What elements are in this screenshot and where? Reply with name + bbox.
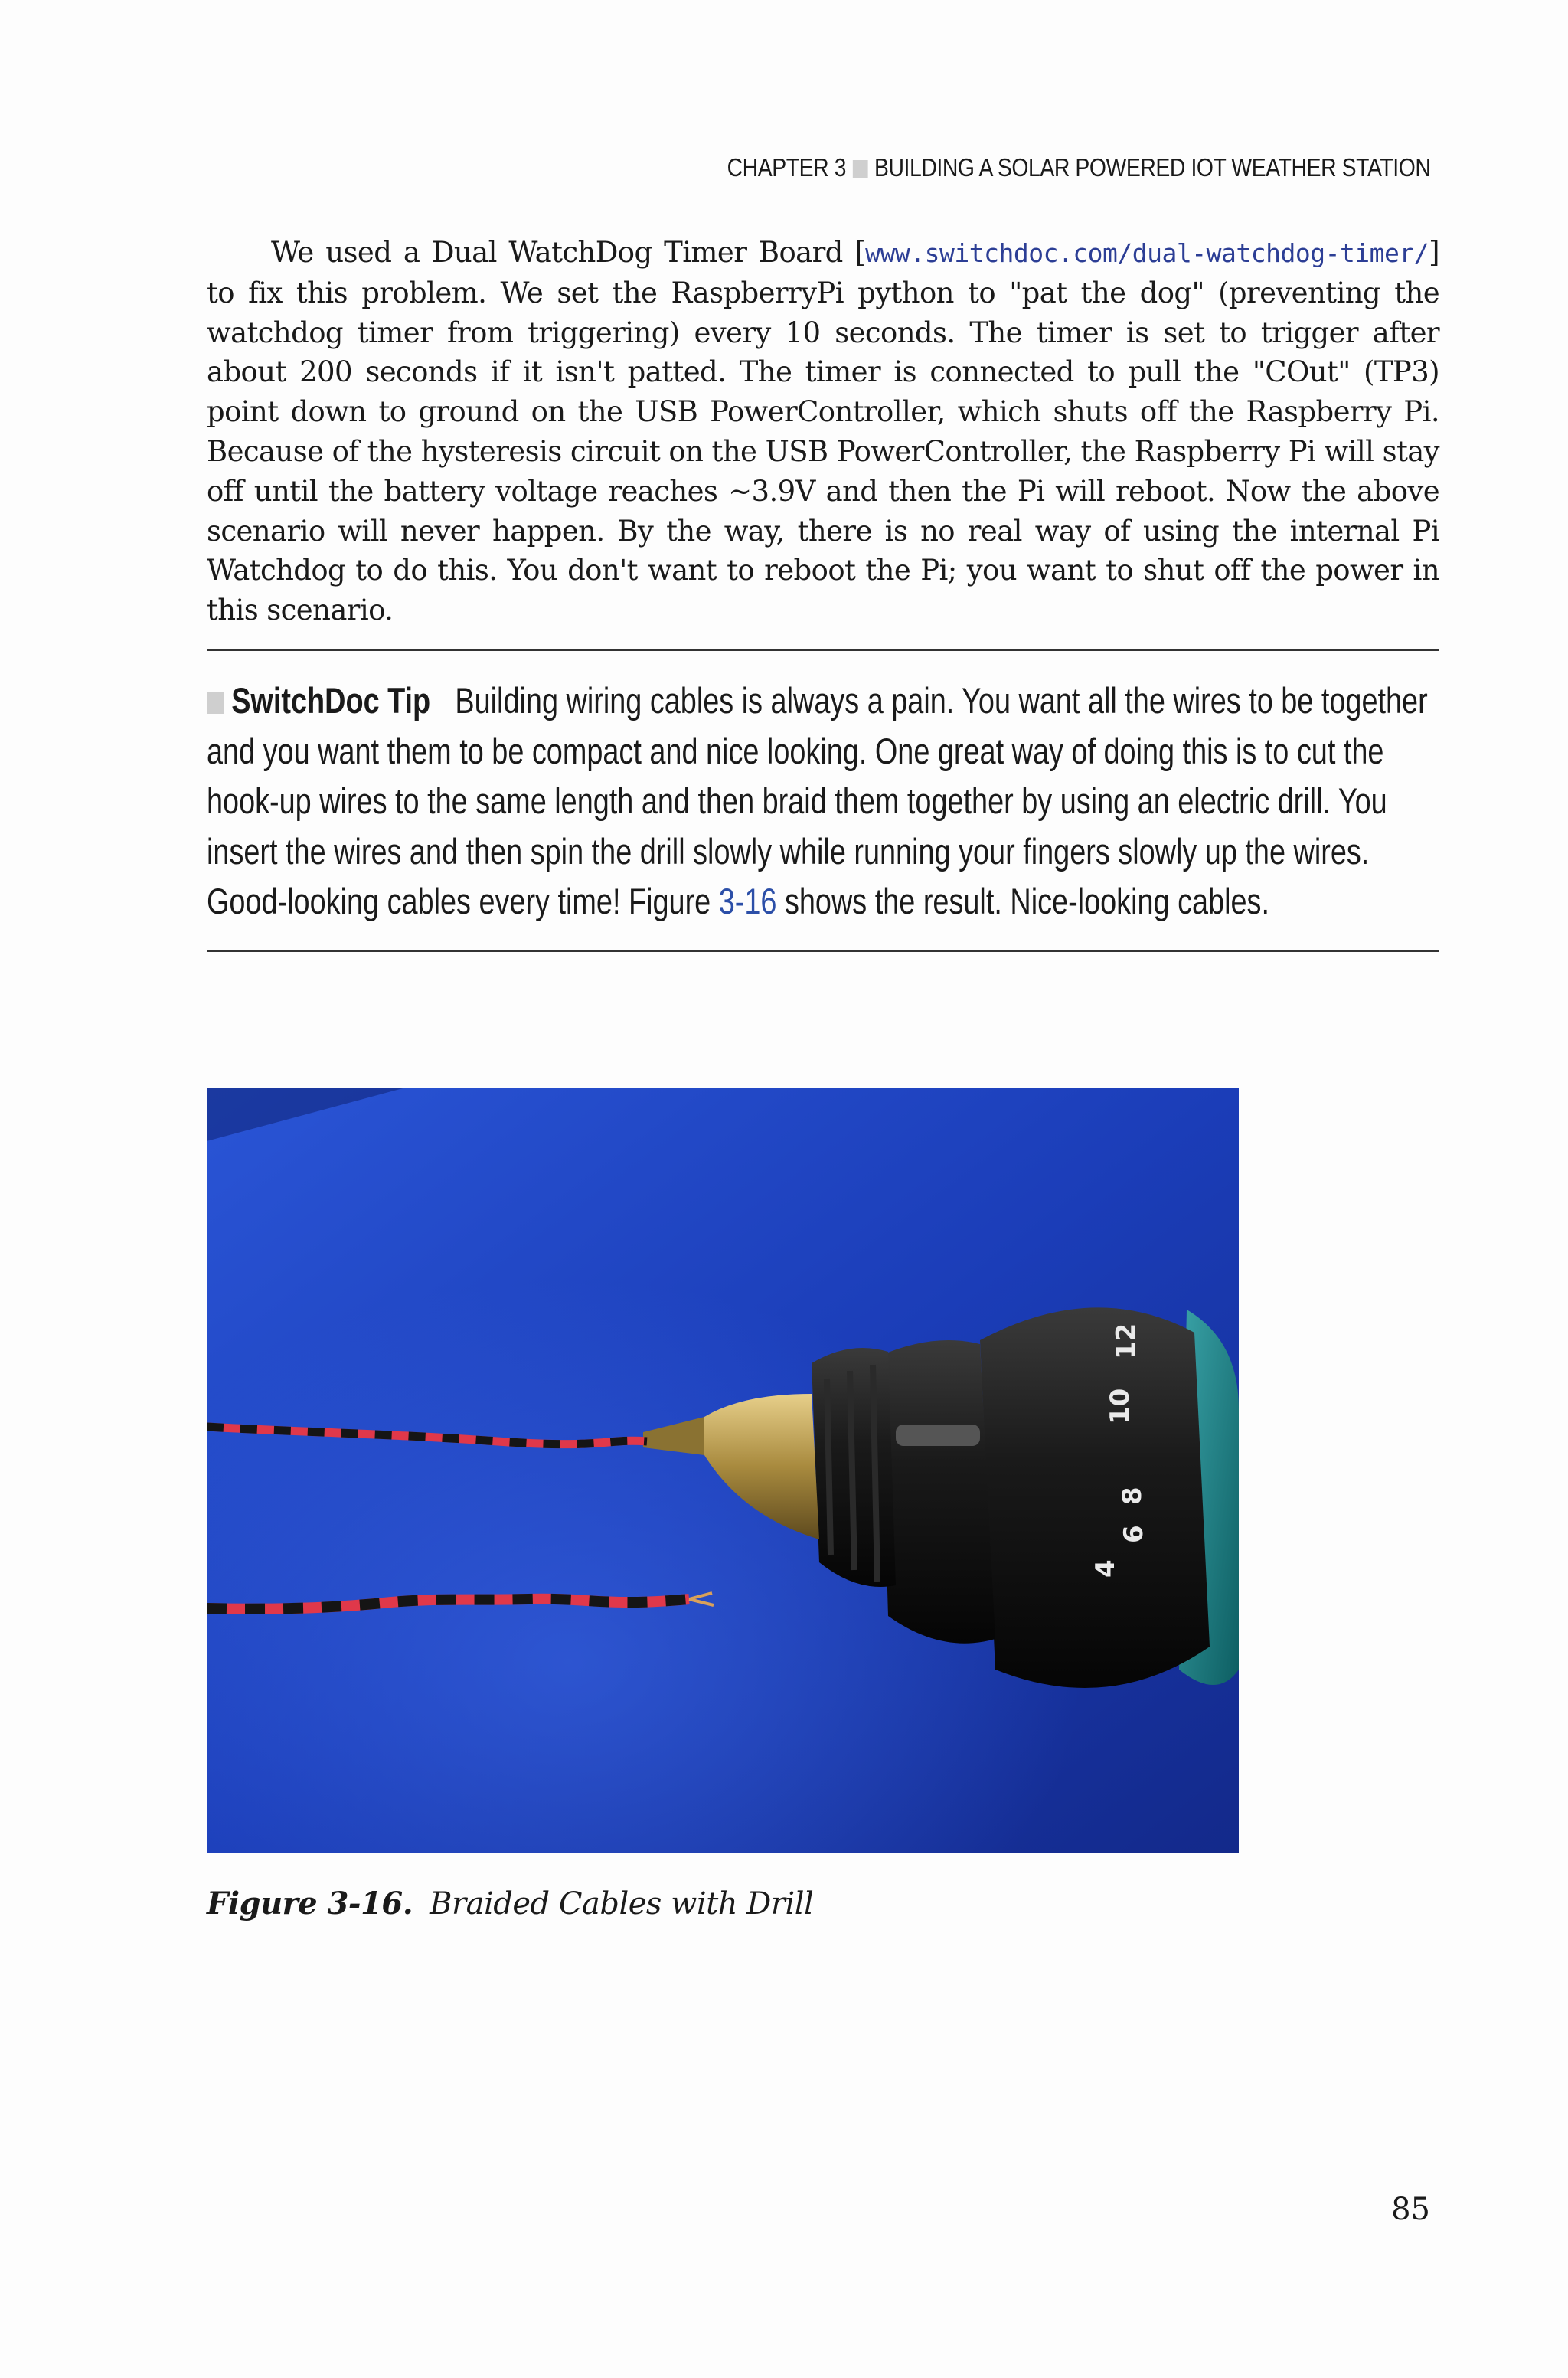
chapter-title: BUILDING A SOLAR POWERED IOT WEATHER STATION: [874, 153, 1430, 182]
page-number: 85: [1391, 2192, 1430, 2227]
chapter-label: CHAPTER 3: [727, 153, 846, 182]
figure-caption-label: Figure 3-16.: [207, 1886, 413, 1922]
tip-top-rule: [207, 649, 1439, 651]
body-rest: ] to fix this problem. We set the RaspberryPi python to "pat the dog" (preventing the watchdog timer from triggering) every 10 seconds. The timer is set to trigger after about 200 seconds if it isn't patted. The timer is connected to pull the "COut" (TP3) point down to ground on the USB PowerController, which shuts off the Raspberry Pi. Because of the hysteresis circuit on the USB PowerController, the Raspberry Pi will stay off until the battery voltage reaches ~3.9V and then the Pi will reboot. Now the above scenario will never happen. By the way, there is no real way of using the internal Pi Watchdog to do this. You don't want to reboot the Pi; you want to shut off the power in this scenario.: [207, 236, 1439, 627]
square-bullet-icon: [207, 692, 224, 714]
tip-bottom-rule: [207, 950, 1439, 952]
tip-label: SwitchDoc Tip: [231, 680, 431, 721]
running-head: [727, 153, 1430, 182]
drill-photo-illustration: [207, 1088, 1239, 1853]
dial-number-6: 6: [1119, 1525, 1149, 1543]
figure-3-16-link[interactable]: 3-16: [718, 881, 777, 921]
watchdog-board-link[interactable]: www.switchdoc.com/dual-watchdog-timer/: [865, 238, 1429, 268]
body-paragraph: [207, 233, 1439, 630]
dial-number-8: 8: [1117, 1487, 1148, 1505]
figure-caption-text: Braided Cables with Drill: [430, 1886, 814, 1922]
dial-number-12: 12: [1111, 1323, 1142, 1359]
dial-number-10: 10: [1105, 1388, 1135, 1425]
figure-photo-drill-braided-cables: [207, 1088, 1239, 1853]
tip-text-after: shows the result. Nice-looking cables.: [776, 881, 1269, 921]
dial-number-4: 4: [1090, 1559, 1121, 1578]
tip-text-before: Building wiring cables is always a pain. You want all the wires to be together and you want them to be compact and nice looking. One great way of doing this is to cut the hook-up wires to the same length and then braid them together by using an electric drill. You insert the wires and then spin the drill slowly while running your fingers slowly up the wires. Good-looking cables every time! Figure: [207, 680, 1428, 921]
body-intro: We used a Dual WatchDog Timer Board [: [271, 236, 866, 269]
square-bullet-icon: [852, 160, 867, 178]
switchdoc-tip: [207, 675, 1439, 927]
figure-caption: [207, 1886, 813, 1922]
